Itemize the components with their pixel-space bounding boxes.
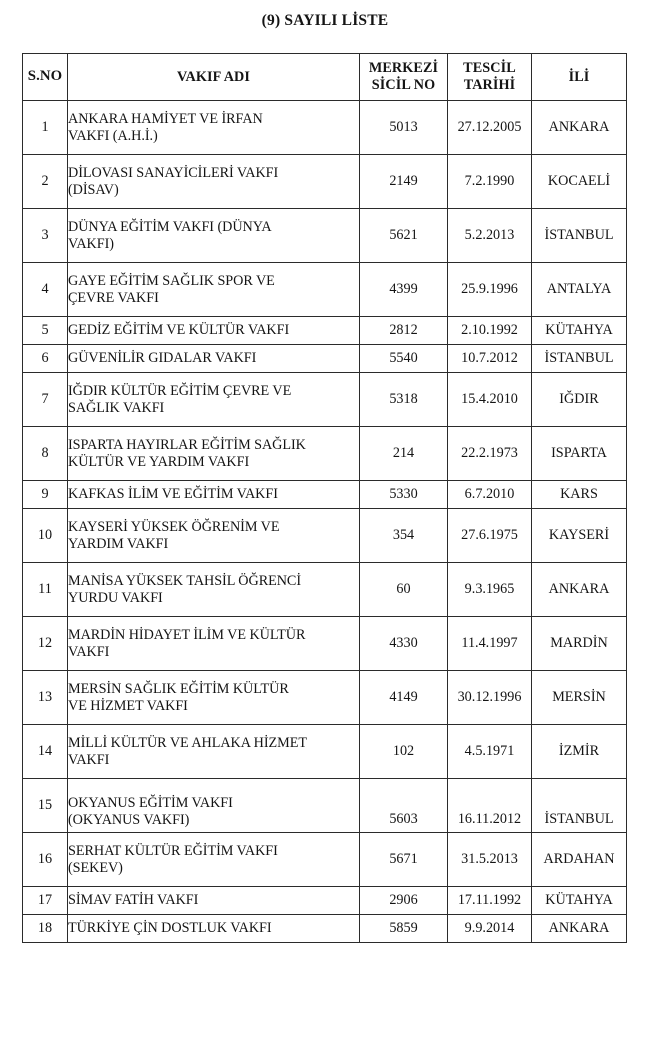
cell-registry-no: 5859 <box>360 915 448 943</box>
cell-foundation-name <box>68 779 360 833</box>
table-row <box>23 725 627 779</box>
cell-foundation-name <box>68 373 360 427</box>
cell-foundation-name <box>68 209 360 263</box>
table-body <box>23 101 627 943</box>
cell-foundation-name <box>68 725 360 779</box>
cell-foundation-name-line2: (DİSAV) <box>68 181 119 198</box>
cell-sno: 3 <box>23 209 68 263</box>
cell-foundation-name-line2: KÜLTÜR VE YARDIM VAKFI <box>68 453 250 470</box>
cell-foundation-name-line1: MARDİN HİDAYET İLİM VE KÜLTÜR <box>68 626 306 643</box>
cell-foundation-name <box>68 345 360 373</box>
cell-foundation-name-line1: IĞDIR KÜLTÜR EĞİTİM ÇEVRE VE <box>68 382 292 399</box>
cell-registry-no: 5330 <box>360 481 448 509</box>
cell-foundation-name-line2: VAKFI <box>68 751 110 768</box>
column-header-sicil-line2: SİCİL NO <box>371 77 436 93</box>
cell-foundation-name-line2: ÇEVRE VAKFI <box>68 289 159 306</box>
cell-registry-no: 4399 <box>360 263 448 317</box>
cell-registration-date: 16.11.2012 <box>448 779 532 833</box>
cell-province: ANKARA <box>532 915 627 943</box>
table-row <box>23 509 627 563</box>
cell-foundation-name <box>68 101 360 155</box>
cell-foundation-name <box>68 671 360 725</box>
cell-registration-date: 9.9.2014 <box>448 915 532 943</box>
cell-province: ANKARA <box>532 101 627 155</box>
cell-sno: 6 <box>23 345 68 373</box>
cell-registry-no: 5603 <box>360 779 448 833</box>
table-row <box>23 887 627 915</box>
cell-registration-date: 4.5.1971 <box>448 725 532 779</box>
cell-foundation-name-line1: ISPARTA HAYIRLAR EĞİTİM SAĞLIK <box>68 436 306 453</box>
cell-foundation-name-line2: YARDIM VAKFI <box>68 535 169 552</box>
table-row <box>23 101 627 155</box>
cell-foundation-name <box>68 317 360 345</box>
cell-foundation-name-line1: GAYE EĞİTİM SAĞLIK SPOR VE <box>68 272 275 289</box>
cell-registry-no: 4330 <box>360 617 448 671</box>
cell-foundation-name <box>68 263 360 317</box>
table-row <box>23 427 627 481</box>
cell-registration-date: 22.2.1973 <box>448 427 532 481</box>
cell-foundation-name-line1: KAYSERİ YÜKSEK ÖĞRENİM VE <box>68 518 280 535</box>
cell-province: KOCAELİ <box>532 155 627 209</box>
cell-province: KARS <box>532 481 627 509</box>
table-row <box>23 671 627 725</box>
table-row <box>23 833 627 887</box>
cell-foundation-name-line1: TÜRKİYE ÇİN DOSTLUK VAKFI <box>68 920 272 937</box>
table-row <box>23 317 627 345</box>
cell-registry-no: 5318 <box>360 373 448 427</box>
cell-foundation-name <box>68 833 360 887</box>
cell-foundation-name-line1: GEDİZ EĞİTİM VE KÜLTÜR VAKFI <box>68 322 290 339</box>
cell-sno: 1 <box>23 101 68 155</box>
cell-registry-no: 5621 <box>360 209 448 263</box>
cell-registration-date: 5.2.2013 <box>448 209 532 263</box>
cell-sno: 2 <box>23 155 68 209</box>
table-row <box>23 209 627 263</box>
cell-province: KAYSERİ <box>532 509 627 563</box>
cell-province: MERSİN <box>532 671 627 725</box>
cell-foundation-name-line1: MANİSA YÜKSEK TAHSİL ÖĞRENCİ <box>68 572 302 589</box>
cell-sno: 17 <box>23 887 68 915</box>
column-header-name: VAKIF ADI <box>68 54 360 101</box>
cell-registration-date: 15.4.2010 <box>448 373 532 427</box>
cell-sno: 15 <box>23 779 68 833</box>
cell-province: ARDAHAN <box>532 833 627 887</box>
cell-foundation-name <box>68 427 360 481</box>
column-header-date-line2: TARİHİ <box>463 77 516 93</box>
foundations-table-container <box>22 53 626 943</box>
cell-foundation-name-line1: ANKARA HAMİYET VE İRFAN <box>68 110 263 127</box>
cell-registration-date: 27.12.2005 <box>448 101 532 155</box>
cell-sno: 12 <box>23 617 68 671</box>
cell-foundation-name <box>68 915 360 943</box>
cell-registration-date: 2.10.1992 <box>448 317 532 345</box>
cell-registration-date: 31.5.2013 <box>448 833 532 887</box>
table-row <box>23 481 627 509</box>
cell-registry-no: 214 <box>360 427 448 481</box>
cell-foundation-name-line2: VAKFI <box>68 643 110 660</box>
cell-sno: 7 <box>23 373 68 427</box>
cell-registry-no: 2906 <box>360 887 448 915</box>
cell-foundation-name-line2: VAKFI) <box>68 235 114 252</box>
table-row <box>23 155 627 209</box>
cell-registry-no: 5540 <box>360 345 448 373</box>
column-header-sicil-line1: MERKEZİ <box>368 60 439 77</box>
cell-foundation-name-line1: OKYANUS EĞİTİM VAKFI <box>68 795 233 812</box>
table-header-row <box>23 54 627 101</box>
cell-registration-date: 27.6.1975 <box>448 509 532 563</box>
cell-province: İSTANBUL <box>532 779 627 833</box>
cell-sno: 14 <box>23 725 68 779</box>
cell-province: MARDİN <box>532 617 627 671</box>
cell-registration-date: 25.9.1996 <box>448 263 532 317</box>
cell-foundation-name-line2: YURDU VAKFI <box>68 589 163 606</box>
cell-registry-no: 102 <box>360 725 448 779</box>
cell-province: İZMİR <box>532 725 627 779</box>
column-header-date-line1: TESCİL <box>463 60 516 77</box>
column-header-sno: S.NO <box>23 54 68 101</box>
cell-province: IĞDIR <box>532 373 627 427</box>
cell-foundation-name-line2: (OKYANUS VAKFI) <box>68 812 190 829</box>
cell-foundation-name <box>68 155 360 209</box>
foundations-table <box>22 53 627 943</box>
column-header-il: İLİ <box>532 54 627 101</box>
cell-sno: 18 <box>23 915 68 943</box>
cell-sno: 10 <box>23 509 68 563</box>
cell-province: İSTANBUL <box>532 345 627 373</box>
cell-sno: 9 <box>23 481 68 509</box>
cell-foundation-name-line1: DÜNYA EĞİTİM VAKFI (DÜNYA <box>68 218 272 235</box>
cell-foundation-name-line2: (SEKEV) <box>68 859 123 876</box>
cell-province: ANKARA <box>532 563 627 617</box>
table-header <box>23 54 627 101</box>
cell-foundation-name-line1: SİMAV FATİH VAKFI <box>68 892 199 909</box>
column-header-sicil <box>360 54 448 101</box>
cell-sno: 13 <box>23 671 68 725</box>
cell-registry-no: 4149 <box>360 671 448 725</box>
cell-foundation-name-line1: MERSİN SAĞLIK EĞİTİM KÜLTÜR <box>68 680 289 697</box>
cell-province: ISPARTA <box>532 427 627 481</box>
cell-registration-date: 30.12.1996 <box>448 671 532 725</box>
cell-foundation-name <box>68 617 360 671</box>
cell-province: ANTALYA <box>532 263 627 317</box>
table-row <box>23 617 627 671</box>
cell-foundation-name-line1: GÜVENİLİR GIDALAR VAKFI <box>68 350 257 367</box>
table-row <box>23 779 627 833</box>
cell-registration-date: 11.4.1997 <box>448 617 532 671</box>
cell-foundation-name-line1: DİLOVASI SANAYİCİLERİ VAKFI <box>68 164 279 181</box>
cell-sno: 16 <box>23 833 68 887</box>
cell-province: KÜTAHYA <box>532 317 627 345</box>
cell-foundation-name <box>68 481 360 509</box>
cell-registry-no: 60 <box>360 563 448 617</box>
cell-foundation-name-line2: SAĞLIK VAKFI <box>68 399 165 416</box>
cell-foundation-name <box>68 887 360 915</box>
table-row <box>23 345 627 373</box>
cell-foundation-name-line2: VAKFI (A.H.İ.) <box>68 127 158 144</box>
cell-registry-no: 5013 <box>360 101 448 155</box>
column-header-date <box>448 54 532 101</box>
cell-sno: 5 <box>23 317 68 345</box>
cell-registry-no: 5671 <box>360 833 448 887</box>
cell-registry-no: 354 <box>360 509 448 563</box>
cell-sno: 8 <box>23 427 68 481</box>
cell-registration-date: 7.2.1990 <box>448 155 532 209</box>
cell-registration-date: 9.3.1965 <box>448 563 532 617</box>
cell-foundation-name <box>68 563 360 617</box>
table-row <box>23 263 627 317</box>
cell-registry-no: 2149 <box>360 155 448 209</box>
cell-foundation-name-line1: MİLLİ KÜLTÜR VE AHLAKA HİZMET <box>68 734 307 751</box>
cell-foundation-name-line2: VE HİZMET VAKFI <box>68 697 188 714</box>
cell-province: İSTANBUL <box>532 209 627 263</box>
table-row <box>23 563 627 617</box>
cell-registration-date: 6.7.2010 <box>448 481 532 509</box>
table-row <box>23 373 627 427</box>
cell-foundation-name <box>68 509 360 563</box>
cell-sno: 4 <box>23 263 68 317</box>
cell-foundation-name-line1: KAFKAS İLİM VE EĞİTİM VAKFI <box>68 486 278 503</box>
page-title: (9) SAYILI LİSTE <box>261 12 389 29</box>
cell-registration-date: 17.11.1992 <box>448 887 532 915</box>
cell-foundation-name-line1: SERHAT KÜLTÜR EĞİTİM VAKFI <box>68 842 278 859</box>
cell-registration-date: 10.7.2012 <box>448 345 532 373</box>
cell-province: KÜTAHYA <box>532 887 627 915</box>
cell-sno: 11 <box>23 563 68 617</box>
cell-registry-no: 2812 <box>360 317 448 345</box>
table-row <box>23 915 627 943</box>
